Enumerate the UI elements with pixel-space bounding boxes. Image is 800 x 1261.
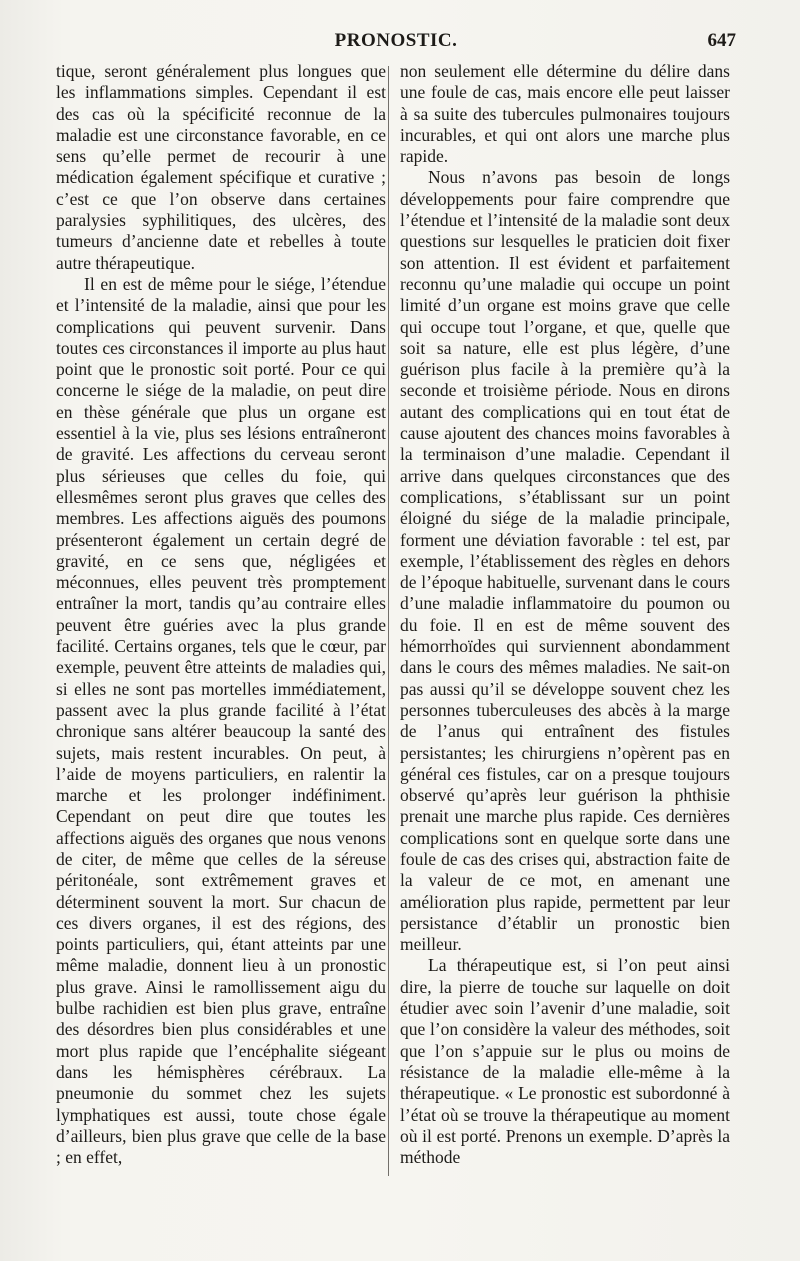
paragraph: Nous n’avons pas besoin de longs développements pour faire comprendre que l’étendue et l’intensité de la maladie sont deux questions sur lesquelles le praticien doit fixer son attention. Il est évident et parfaitement reconnu qu’une maladie qui occupe un point limité d’un organe est moins grave que celle qui occupe tout l’organe, et que, quelle que soit sa nature, elle est plus légère, d’une guérison plus facile à la première qu’à la seconde et troisième période. Nous en dirons autant des complications qui en tout état de cause ajoutent des chances moins favorables à la terminaison d’une maladie. Cependant il arrive dans quelques circonstances que des complications, s’établissant sur un point éloigné du siége de la maladie principale, forment une déviation favorable : tel est, par exemple, l’établissement des règles en dehors de l’époque habituelle, survenant dans le cours d’une maladie inflammatoire du poumon ou du foie. Il en est de même souvent des hémorrhoïdes qui surviennent abondamment dans le cours des mêmes maladies. Ne sait-on pas aussi qu’il se développe souvent chez les personnes tuberculeuses des abcès à la marge de l’anus qui entraînent des fistules persistantes; les chirurgiens n’opèrent pas en général ces fistules, car on a presque toujours observé qu’après leur guérison la phthisie prenait une marche plus rapide. Ces dernières complications sont en quelque sorte dans une foule de cas des crises qui, abstraction faite de la valeur de ce mot, en amenant une amélioration plus rapide, permettent par leur persistance d’établir un pronostic bien meilleur. [400, 167, 730, 955]
column-divider [388, 66, 389, 1176]
paragraph: tique, seront généralement plus longues que les inflammations simples. Cependant il est des cas où la spécificité reconnue de la maladie est une circonstance favorable, en ce sens qu’elle permet de recourir à une médication également spécifique et curative ; c’est ce que l’on observe dans certaines paralysies syphilitiques, des ulcères, des tumeurs d’ancienne date et rebelles à toute autre thérapeutique. [56, 61, 386, 273]
page-number: 647 [707, 30, 736, 51]
page-header [56, 30, 736, 58]
left-column [56, 61, 386, 1211]
running-title: PRONOSTIC. [334, 30, 458, 51]
paragraph: Il en est de même pour le siége, l’étendue et l’intensité de la maladie, ainsi que pour les complications qui peuvent survenir. Dans toutes ces circonstances il importe au plus haut point que le pronostic soit porté. Pour ce qui concerne le siége de la maladie, on peut dire en thèse générale que plus un organe est essentiel à la vie, plus ses lésions entraîneront de gravité. Les affections du cerveau seront plus sérieuses que celles du foie, qui ellesmêmes seront plus graves que celles des membres. Les affections aiguës des poumons présenteront également un certain degré de gravité, en ce sens que, négligées et méconnues, elles peuvent très promptement entraîner la mort, tandis qu’au contraire elles peuvent être guéries avec la plus grande facilité. Certains organes, tels que le cœur, par exemple, peuvent être atteints de maladies qui, si elles ne sont pas mortelles immédiatement, passent avec la plus grande facilité à l’état chronique sans altérer beaucoup la santé des sujets, mais restent incurables. On peut, à l’aide de moyens particuliers, en ralentir la marche et les prolonger indéfiniment. Cependant on peut dire que toutes les affections aiguës des organes que nous venons de citer, de même que celles de la séreuse péritonéale, sont extrêmement graves et déterminent souvent la mort. Sur chacun de ces divers organes, il est des régions, des points particuliers, qui, étant atteints par une même maladie, donnent lieu à un pronostic plus grave. Ainsi le ramollissement aigu du bulbe rachidien est bien plus grave, entraîne des désordres bien plus considérables et une mort plus rapide que l’encéphalite siégeant dans les hémisphères cérébraux. La pneumonie du sommet chez les sujets lymphatiques est aussi, toute chose égale d’ailleurs, bien plus grave que celle de la base ; en effet, [56, 273, 386, 1168]
paragraph: La thérapeutique est, si l’on peut ainsi dire, la pierre de touche sur laquelle on doit étudier avec soin l’avenir d’une maladie, soit que l’on considère la valeur des méthodes, soit que l’on s’appuie sur le plus ou moins de résistance de la maladie elle-même à la thérapeutique. « Le pronostic est subordonné à l’état où se trouve la thérapeutique au moment où il est porté. Prenons un exemple. D’après la méthode [400, 955, 730, 1168]
right-column [400, 61, 730, 1211]
paragraph: non seulement elle détermine du délire dans une foule de cas, mais encore elle peut laisser à sa suite des tubercules pulmonaires toujours incurables, et qui ont alors une marche plus rapide. [400, 61, 730, 167]
